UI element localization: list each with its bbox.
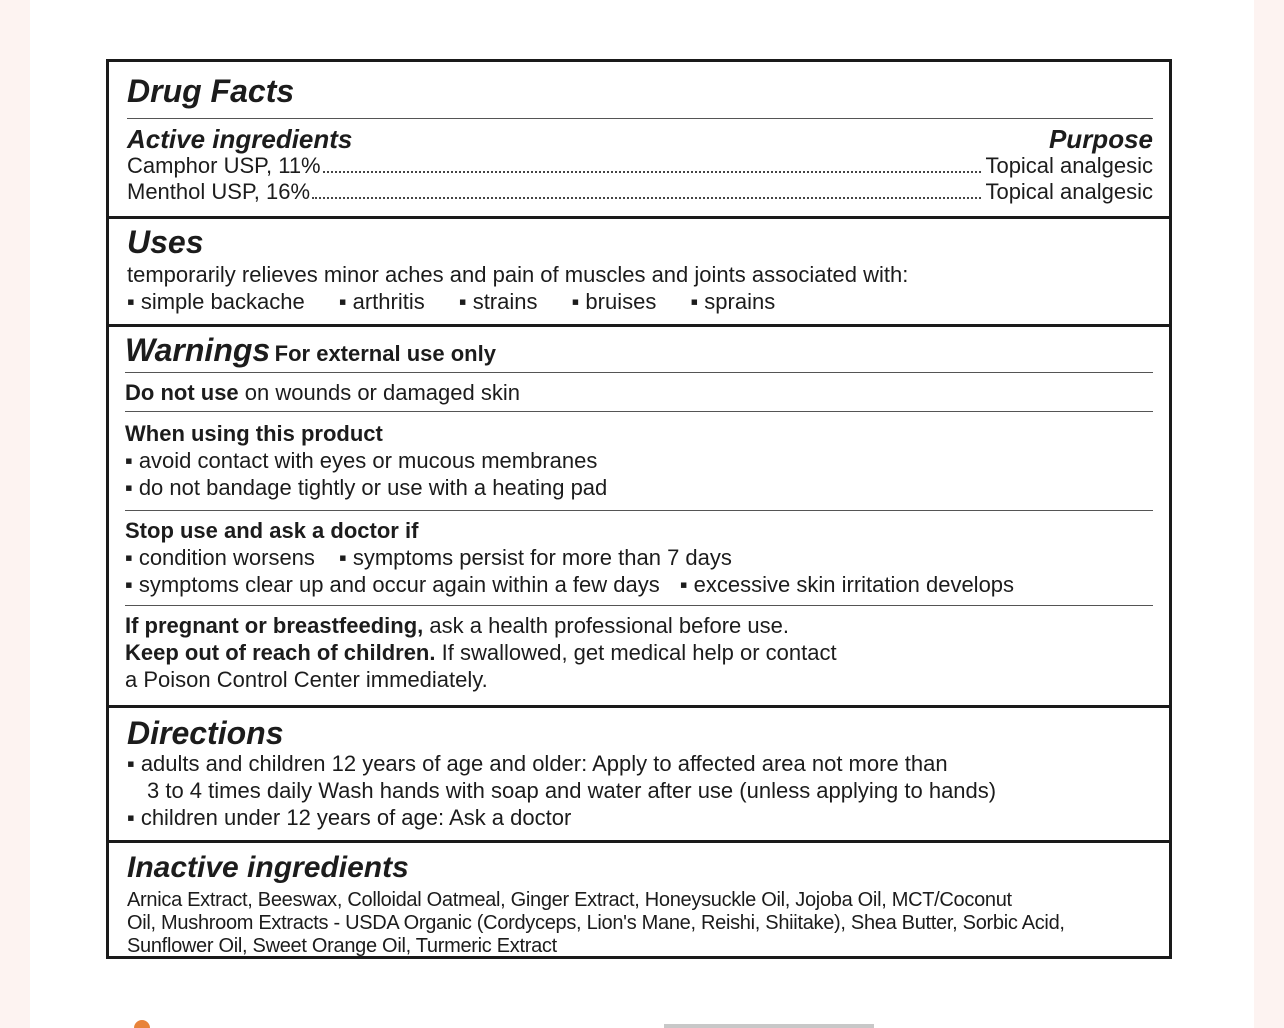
ingredient-row — [127, 153, 1153, 179]
inactive-line: Oil, Mushroom Extracts - USDA Organic (Cordyceps, Lion's Mane, Reishi, Shiitake), Shea Butter, Sorbic Acid, — [127, 912, 1065, 934]
directions-item-cont: 3 to 4 times daily Wash hands with soap and water after use (unless applying to hands) — [147, 778, 997, 803]
use-item: ▪ bruises — [572, 289, 657, 314]
directions-item: ▪ children under 12 years of age: Ask a doctor — [127, 804, 1153, 831]
inactive-section — [109, 843, 1169, 958]
drug-facts-title: Drug Facts — [127, 62, 1153, 119]
inactive-line: Sunflower Oil, Sweet Orange Oil, Turmeric Extract — [127, 935, 557, 957]
directions-section — [109, 708, 1169, 843]
ingredient-purpose: Topical analgesic — [985, 179, 1153, 204]
directions-item: ▪ adults and children 12 years of age and older: Apply to affected area not more than — [127, 750, 1153, 777]
leader-dots — [323, 171, 982, 173]
uses-text: temporarily relieves minor aches and pain of muscles and joints associated with: — [127, 262, 909, 287]
warnings-header — [125, 327, 1153, 373]
inactive-heading: Inactive ingredients — [127, 851, 409, 884]
use-item: ▪ sprains — [690, 289, 775, 314]
uses-section — [109, 219, 1169, 327]
when-using-item: ▪ do not bandage tightly or use with a heating pad — [125, 474, 1153, 501]
use-item: ▪ simple backache — [127, 289, 305, 314]
stop-item: ▪ condition worsens — [125, 545, 315, 570]
pregnancy-children — [125, 606, 1153, 693]
when-using-heading: When using this product — [125, 421, 383, 446]
stop-item: ▪ symptoms clear up and occur again within a few days — [125, 572, 660, 597]
pregnant-label: If pregnant or breastfeeding, — [125, 613, 424, 638]
use-item: ▪ arthritis — [339, 289, 425, 314]
do-not-use-text: on wounds or damaged skin — [244, 380, 520, 405]
children-label: Keep out of reach of children. — [125, 640, 436, 665]
ingredient-name: Camphor USP, 11% — [127, 153, 321, 178]
children-text: If swallowed, get medical help or contact — [441, 640, 837, 665]
warnings-section — [109, 327, 1169, 708]
stop-use — [125, 511, 1153, 606]
ingredient-purpose: Topical analgesic — [985, 153, 1153, 178]
leader-dots — [312, 197, 981, 199]
when-using-item: ▪ avoid contact with eyes or mucous membranes — [125, 447, 1153, 474]
active-ingredients-heading: Active ingredients — [127, 124, 353, 154]
warnings-heading: Warnings — [125, 332, 271, 368]
stop-item: ▪ symptoms persist for more than 7 days — [339, 545, 732, 570]
do-not-use-label: Do not use — [125, 380, 239, 405]
purpose-heading: Purpose — [1048, 124, 1153, 154]
children-text-2: a Poison Control Center immediately. — [125, 667, 488, 692]
ingredient-row — [127, 179, 1153, 205]
footer-text-fragment — [664, 1024, 874, 1028]
warnings-subheading: For external use only — [274, 341, 496, 366]
stop-use-heading: Stop use and ask a doctor if — [125, 518, 419, 543]
when-using — [125, 412, 1153, 511]
inactive-line: Arnica Extract, Beeswax, Colloidal Oatmeal, Ginger Extract, Honeysuckle Oil, Jojoba Oil, MCT/Coconut — [127, 889, 1012, 911]
uses-heading: Uses — [127, 224, 204, 260]
uses-bullets — [127, 288, 1153, 315]
do-not-use — [125, 373, 1153, 412]
ingredient-name: Menthol USP, 16% — [127, 179, 311, 204]
stop-item: ▪ excessive skin irritation develops — [680, 572, 1014, 597]
directions-heading: Directions — [127, 715, 284, 751]
drug-facts-label — [106, 59, 1172, 959]
pregnant-text: ask a health professional before use. — [429, 613, 789, 638]
use-item: ▪ strains — [459, 289, 538, 314]
active-section — [109, 62, 1169, 219]
